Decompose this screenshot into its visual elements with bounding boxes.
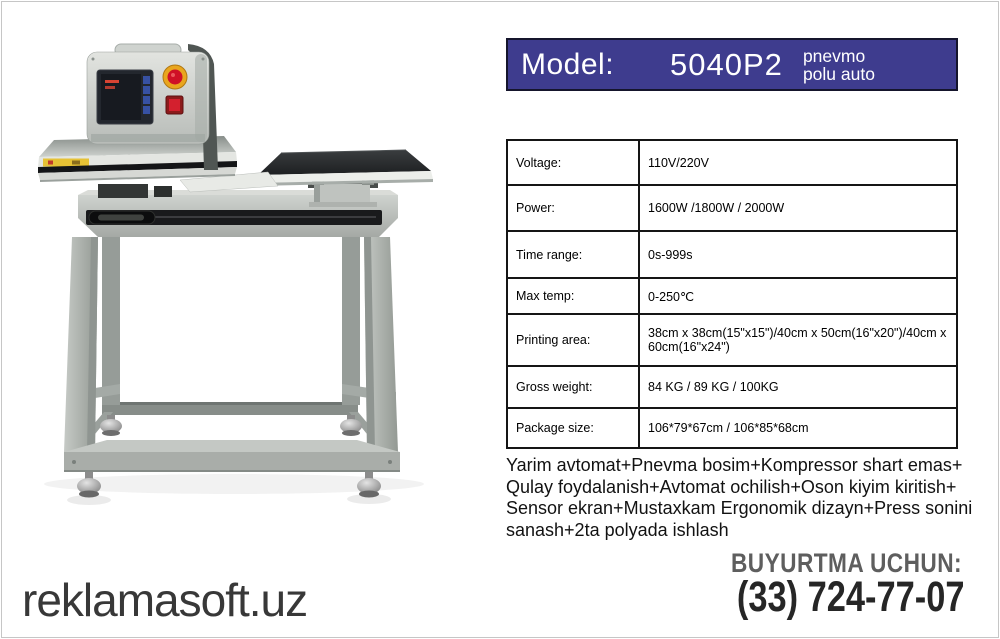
- spec-label: Voltage:: [507, 140, 639, 185]
- spec-label: Gross weight:: [507, 366, 639, 408]
- spec-row-package-size: [507, 408, 957, 448]
- heat-press-machine-image: [12, 22, 472, 527]
- spec-table: [506, 139, 958, 449]
- front-base-rail: [64, 440, 400, 452]
- emergency-stop-button: [163, 65, 187, 89]
- spec-row-power: [507, 185, 957, 231]
- spec-label: Package size:: [507, 408, 639, 448]
- phone-number: (33) 724-77-07: [736, 573, 964, 621]
- spec-row-time-range: [507, 231, 957, 278]
- model-header: [506, 38, 958, 91]
- rear-left-leg: [102, 237, 120, 405]
- model-subtitle: [803, 47, 875, 83]
- lower-platen-table: [256, 150, 433, 186]
- adjustable-foot-front-right: [357, 472, 381, 498]
- temperature-readout: [105, 80, 119, 83]
- model-subtitle-line1: pnevmo: [802, 45, 866, 66]
- adjustable-foot-front-left: [77, 472, 101, 498]
- model-subtitle-line2: polu auto: [802, 63, 875, 84]
- spec-value: 106*79*67cm / 106*85*68cm: [639, 408, 957, 448]
- model-number: 5040P2: [670, 46, 783, 82]
- feature-line: Yarim avtomat+Pnevma bosim+Kompressor shart emas+: [506, 455, 963, 475]
- spec-label: Max temp:: [507, 278, 639, 314]
- spec-label: Power:: [507, 185, 639, 231]
- spec-label: Time range:: [507, 231, 639, 278]
- spec-value: 1600W /1800W / 2000W: [639, 185, 957, 231]
- feature-line: sanash+2ta polyada ishlash: [506, 519, 729, 540]
- spec-label: Printing area:: [507, 314, 639, 366]
- feature-line: Sensor ekran+Mustaxkam Ergonomik dizayn+Press sonini: [506, 498, 973, 518]
- spec-row-printing-area: [507, 314, 957, 366]
- feature-line: Qulay foydalanish+Avtomat ochilish+Oson kiyim kiritish+: [506, 476, 957, 497]
- control-head: [87, 44, 209, 144]
- start-button: [166, 96, 183, 114]
- spec-row-max-temp: [507, 278, 957, 314]
- stand-frame: [64, 237, 400, 498]
- rear-right-leg: [342, 237, 360, 405]
- website-url: reklamasoft.uz: [22, 574, 308, 626]
- spec-value: 84 KG / 89 KG / 100KG: [639, 366, 957, 408]
- order-call-to-action: BUYURTMA UCHUN:: [731, 548, 962, 578]
- left-platen-mount: [98, 184, 148, 198]
- spec-value: 110V/220V: [639, 140, 957, 185]
- flyer-page: [1, 1, 999, 638]
- spec-value: 0-250℃: [639, 278, 957, 314]
- spec-value: 0s-999s: [639, 231, 957, 278]
- spec-row-voltage: [507, 140, 957, 185]
- model-label: Model:: [521, 47, 615, 81]
- spec-row-gross-weight: [507, 366, 957, 408]
- feature-description: [506, 455, 992, 541]
- spec-value: 38cm x 38cm(15"x15")/40cm x 50cm(16"x20")/40cm x 60cm(16"x24"): [639, 314, 957, 366]
